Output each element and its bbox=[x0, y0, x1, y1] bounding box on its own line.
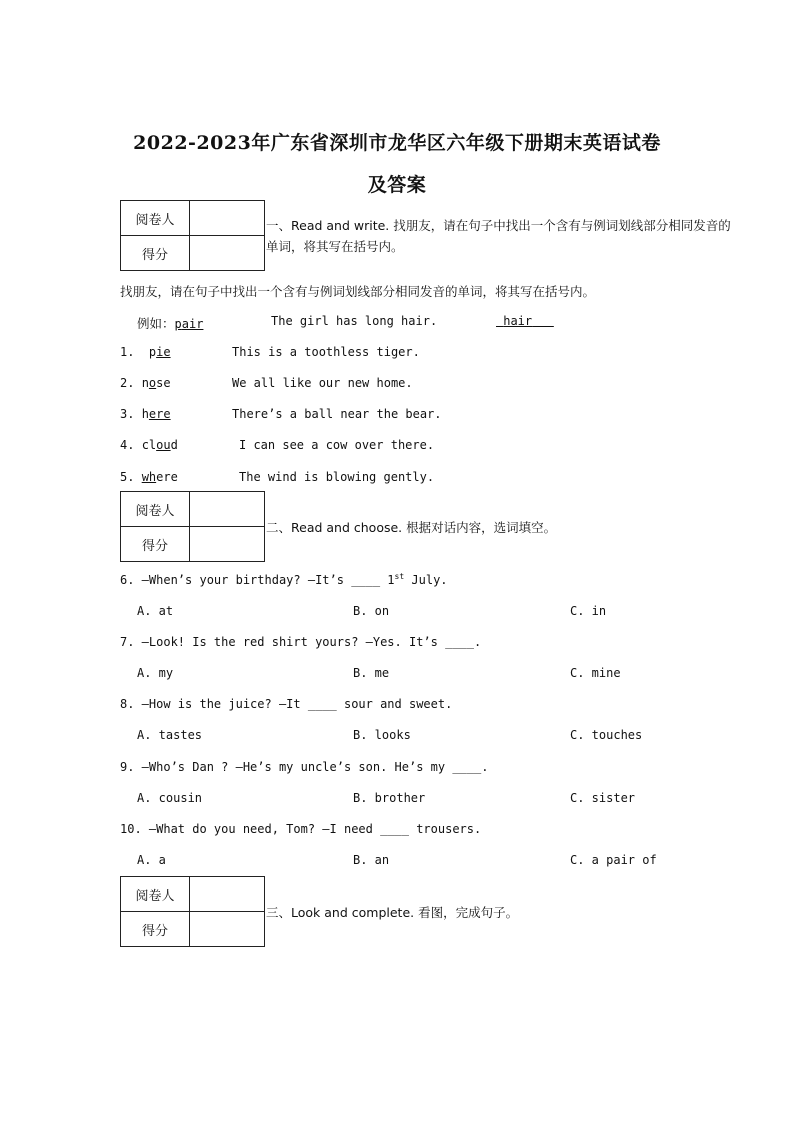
example-answer: hair bbox=[503, 314, 533, 328]
section3-heading: 三、Look and complete. 看图，完成句子。 bbox=[266, 905, 519, 920]
reviewer-cell[interactable] bbox=[190, 877, 265, 912]
item-3-sentence: There’s a ball near the bear. bbox=[232, 407, 442, 421]
q8-option-a: A. tastes bbox=[137, 728, 203, 742]
reviewer-cell[interactable] bbox=[190, 492, 265, 527]
item-5: 5. where bbox=[120, 470, 178, 484]
q6-option-c: C. in bbox=[570, 604, 607, 618]
item-2-sentence: We all like our new home. bbox=[232, 376, 413, 390]
q7-option-c: C. mine bbox=[570, 666, 621, 680]
q10-option-a: A. a bbox=[137, 853, 166, 867]
section2-heading: 二、Read and choose. 根据对话内容，选词填空。 bbox=[266, 520, 557, 535]
q9-option-c: C. sister bbox=[570, 791, 636, 805]
score-cell[interactable] bbox=[190, 236, 265, 271]
q6-option-b: B. on bbox=[353, 604, 390, 618]
q7-option-b: B. me bbox=[353, 666, 390, 680]
reviewer-label: 阅卷人 bbox=[121, 877, 190, 912]
q6-option-a: A. at bbox=[137, 604, 174, 618]
item-1-sentence: This is a toothless tiger. bbox=[232, 345, 420, 359]
score-label: 得分 bbox=[121, 527, 190, 562]
example-word: pair bbox=[174, 317, 204, 331]
example-row bbox=[137, 313, 203, 332]
q9-option-a: A. cousin bbox=[137, 791, 203, 805]
score-cell[interactable] bbox=[190, 912, 265, 947]
section1-instruction: 找朋友，请在句子中找出一个含有与例词划线部分相同发音的单词，将其写在括号内。 bbox=[120, 284, 596, 299]
score-label: 得分 bbox=[121, 912, 190, 947]
question-9: 9. —Who’s Dan ? —He’s my uncle’s son. He’s my ____. bbox=[120, 760, 489, 774]
reviewer-label: 阅卷人 bbox=[121, 201, 190, 236]
question-6: 6. —When’s your birthday? —It’s ____ 1st July. bbox=[120, 572, 448, 587]
score-table-3 bbox=[120, 876, 265, 947]
question-8: 8. —How is the juice? —It ____ sour and sweet. bbox=[120, 697, 453, 711]
score-table-2 bbox=[120, 491, 265, 562]
section1-heading-line2: 单词，将其写在括号内。 bbox=[266, 239, 404, 254]
q7-option-a: A. my bbox=[137, 666, 174, 680]
q9-option-b: B. brother bbox=[353, 791, 426, 805]
q8-option-b: B. looks bbox=[353, 728, 411, 742]
item-2: 2. nose bbox=[120, 376, 171, 390]
score-cell[interactable] bbox=[190, 527, 265, 562]
section1-heading bbox=[266, 215, 788, 257]
question-10: 10. —What do you need, Tom? —I need ____ trousers. bbox=[120, 822, 482, 836]
example-prefix: 例如： bbox=[137, 316, 175, 331]
score-table-1 bbox=[120, 200, 265, 271]
q8-option-c: C. touches bbox=[570, 728, 643, 742]
item-4-sentence: I can see a cow over there. bbox=[239, 438, 435, 452]
document-title-line2: 及答案 bbox=[367, 174, 427, 196]
question-7: 7. —Look! Is the red shirt yours? —Yes. It’s ____. bbox=[120, 635, 482, 649]
section1-heading-line1: 一、Read and write. 找朋友，请在句子中找出一个含有与例词划线部分相同发音的 bbox=[266, 218, 731, 233]
example-sentence: The girl has long hair. bbox=[271, 314, 438, 328]
item-4: 4. cloud bbox=[120, 438, 178, 452]
document-title: 2022-2023年广东省深圳市龙华区六年级下册期末英语试卷 bbox=[133, 132, 661, 154]
reviewer-cell[interactable] bbox=[190, 201, 265, 236]
q10-option-b: B. an bbox=[353, 853, 390, 867]
item-5-sentence: The wind is blowing gently. bbox=[239, 470, 435, 484]
reviewer-label: 阅卷人 bbox=[121, 492, 190, 527]
score-label: 得分 bbox=[121, 236, 190, 271]
q10-option-c: C. a pair of bbox=[570, 853, 657, 867]
item-3: 3. here bbox=[120, 407, 171, 421]
item-1: 1. pie bbox=[120, 345, 171, 359]
